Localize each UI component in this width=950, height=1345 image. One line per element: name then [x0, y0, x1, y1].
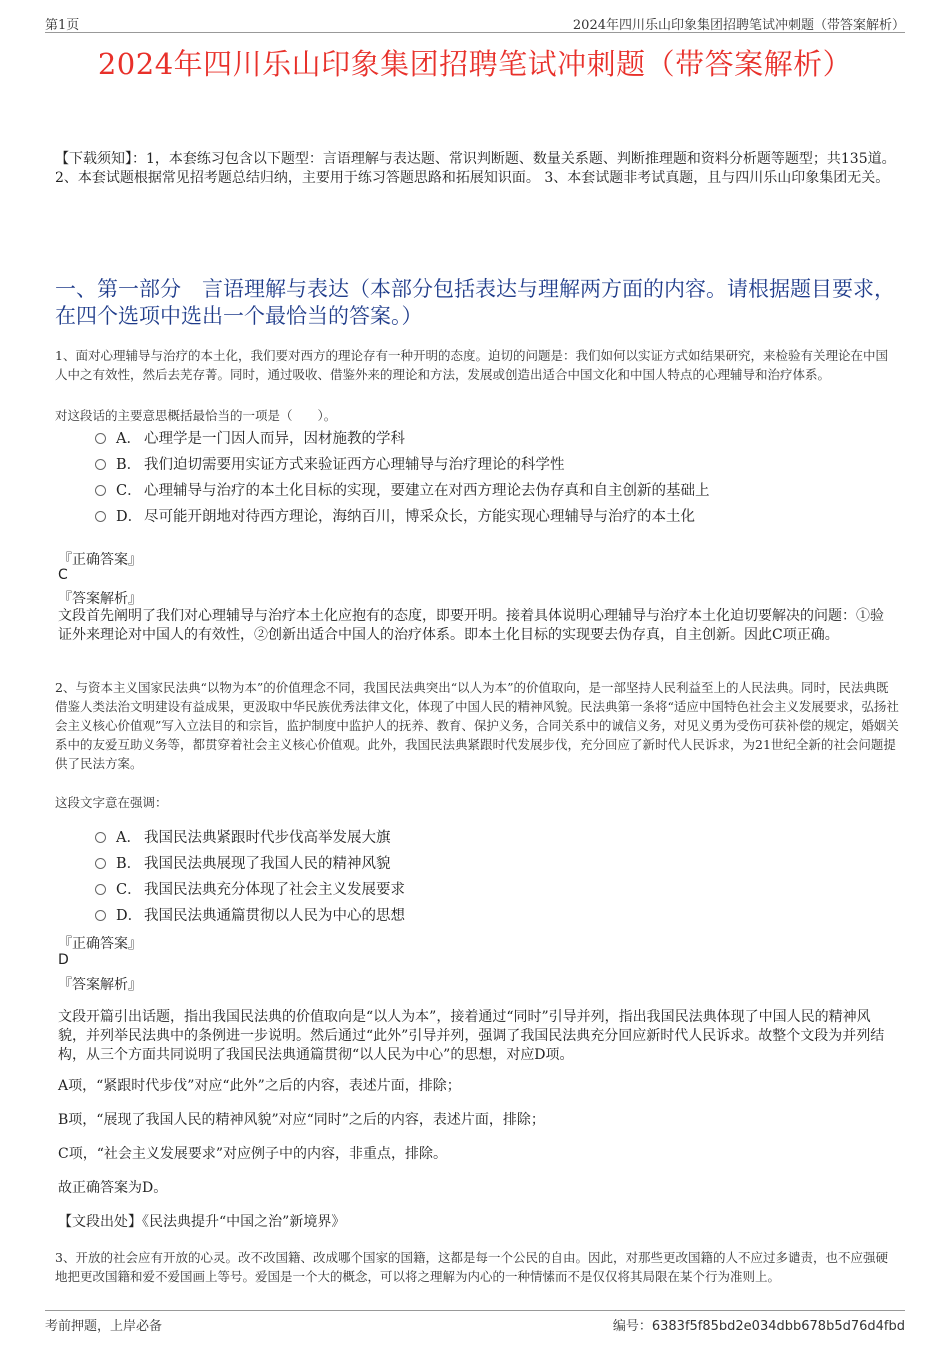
q1-analysis: 文段首先阐明了我们对心理辅导与治疗本土化应抱有的态度，即要开明。接着具体说明心理辅导与治疗本土化迫切要解决的问题：①验证外来理论对中国人的有效性，②创新出适合中国人的治疗体系。即本土化目标的实现要去伪存真，自主创新。因此C项正确。 [58, 608, 884, 643]
radio-icon[interactable] [95, 433, 106, 444]
page-footer [45, 1310, 905, 1334]
q2-answer: D [58, 952, 69, 968]
q2-option-c[interactable]: C． 我国民法典充分体现了社会主义发展要求 [95, 877, 405, 903]
q2-stem: 2、与资本主义国家民法典“以物为本”的价值理念不同，我国民法典突出“以人为本”的价值取向，是一部坚持人民利益至上的人民法典。同时，民法典既借鉴人类法治文明建设有益成果，更汲取中华民族优秀法律文化，体现了中国人民的精神风貌。民法典第一条将“适应中国特色社会主义发展要求，弘扬社会主义核心价值观”写入立法目的和宗旨，监护制度中监护人的抚养、教育、保护义务，合同关系中的诚信义务，对见义勇为受伤可获补偿的规定，婚姻关系中的友爱互助义务等，都贯穿着社会主义核心价值观。此外，我国民法典紧跟时代发展步伐，充分回应了新时代人民诉求，为21世纪全新的社会问题提供了民法方案。 [55, 680, 899, 771]
q2-ask: 这段文字意在强调： [55, 795, 168, 810]
download-notice: 【下载须知】：1，本套练习包含以下题型：言语理解与表达题、常识判断题、数量关系题、判断推理题和资料分析题等题型；共135道。 2、本套试题根据常见招考题总结归纳，主要用于练习答题思路和拓展知识面。 3、本套试题非考试真题，且与四川乐山印象集团无关。 [55, 151, 896, 186]
q2-option-a[interactable]: A． 我国民法典紧跟时代步伐高举发展大旗 [95, 825, 405, 851]
radio-icon[interactable] [95, 511, 106, 522]
q1-option-b[interactable]: B． 我们迫切需要用实证方式来验证西方心理辅导与治疗理论的科学性 [95, 452, 710, 478]
q1-answer: C [58, 567, 68, 583]
page-number: 第1页 [45, 18, 80, 33]
q2-analysis-label: 『答案解析』 [58, 977, 142, 993]
q2-conclusion: 故正确答案为D。 [58, 1180, 168, 1196]
q2-option-b[interactable]: B． 我国民法典展现了我国人民的精神风貌 [95, 851, 405, 877]
radio-icon[interactable] [95, 485, 106, 496]
q1-option-d[interactable]: D． 尽可能开朗地对待西方理论，海纳百川，博采众长，方能实现心理辅导与治疗的本土化 [95, 504, 710, 530]
radio-icon[interactable] [95, 858, 106, 869]
q1-options [95, 426, 710, 530]
q1-answer-label: 『正确答案』 [58, 552, 142, 568]
q1-ask: 对这段话的主要意思概括最恰当的一项是（ ）。 [55, 408, 337, 423]
radio-icon[interactable] [95, 832, 106, 843]
page-title: 2024年四川乐山印象集团招聘笔试冲刺题（带答案解析） [97, 47, 853, 81]
q1-option-a[interactable]: A． 心理学是一门因人而异，因材施教的学科 [95, 426, 710, 452]
footer-slogan: 考前押题，上岸必备 [45, 1319, 163, 1334]
q2-answer-label: 『正确答案』 [58, 936, 142, 952]
q2-note-b: B项，“展现了我国人民的精神风貌”对应“同时”之后的内容，表述片面，排除； [58, 1112, 545, 1128]
q2-analysis: 文段开篇引出话题，指出我国民法典的价值取向是“以人为本”，接着通过“同时”引导并列，指出我国民法典体现了中国人民的精神风貌，并列举民法典中的条例进一步说明。然后通过“此外”引导并列，强调了我国民法典充分回应新时代人民诉求。故整个文段为并列结构，从三个方面共同说明了我国民法典通篇贯彻“以人民为中心”的思想，对应D项。 [58, 1009, 885, 1063]
footer-code: 编号：6383f5f85bd2e034dbb678b5d76d4fbd [612, 1319, 905, 1334]
q2-note-c: C项，“社会主义发展要求”对应例子中的内容，非重点，排除。 [58, 1146, 448, 1162]
radio-icon[interactable] [95, 884, 106, 895]
q2-option-d[interactable]: D． 我国民法典通篇贯彻以人民为中心的思想 [95, 903, 405, 929]
q1-option-c[interactable]: C． 心理辅导与治疗的本土化目标的实现，要建立在对西方理论去伪存真和自主创新的基础上 [95, 478, 710, 504]
q2-options [95, 825, 405, 929]
q2-source: 【文段出处】《民法典提升“中国之治”新境界》 [58, 1214, 346, 1230]
q1-analysis-label: 『答案解析』 [58, 591, 142, 607]
section-title: 一、第一部分 言语理解与表达（本部分包括表达与理解两方面的内容。请根据题目要求，在四个选项中选出一个最恰当的答案。） [55, 277, 895, 328]
header-doc-title: 2024年四川乐山印象集团招聘笔试冲刺题（带答案解析） [572, 18, 905, 33]
q1-stem: 1、面对心理辅导与治疗的本土化，我们要对西方的理论存有一种开明的态度。迫切的问题是：我们如何以实证方式如结果研究，来检验有关理论在中国人中之有效性，然后去芜存菁。同时，通过吸收、借鉴外来的理论和方法，发展或创造出适合中国文化和中国人特点的心理辅导和治疗体系。 [55, 348, 888, 382]
q3-stem: 3、开放的社会应有开放的心灵。改不改国籍、改成哪个国家的国籍，这都是每一个公民的自由。因此，对那些更改国籍的人不应过多谴责，也不应强硬地把更改国籍和爱不爱国画上等号。爱国是一个大的概念，可以将之理解为内心的一种情愫而不是仅仅将其局限在某个行为准则上。 [55, 1250, 888, 1284]
radio-icon[interactable] [95, 459, 106, 470]
page-header [45, 12, 905, 33]
radio-icon[interactable] [95, 910, 106, 921]
q2-note-a: A项，“紧跟时代步伐”对应“此外”之后的内容，表述片面，排除； [58, 1078, 461, 1094]
